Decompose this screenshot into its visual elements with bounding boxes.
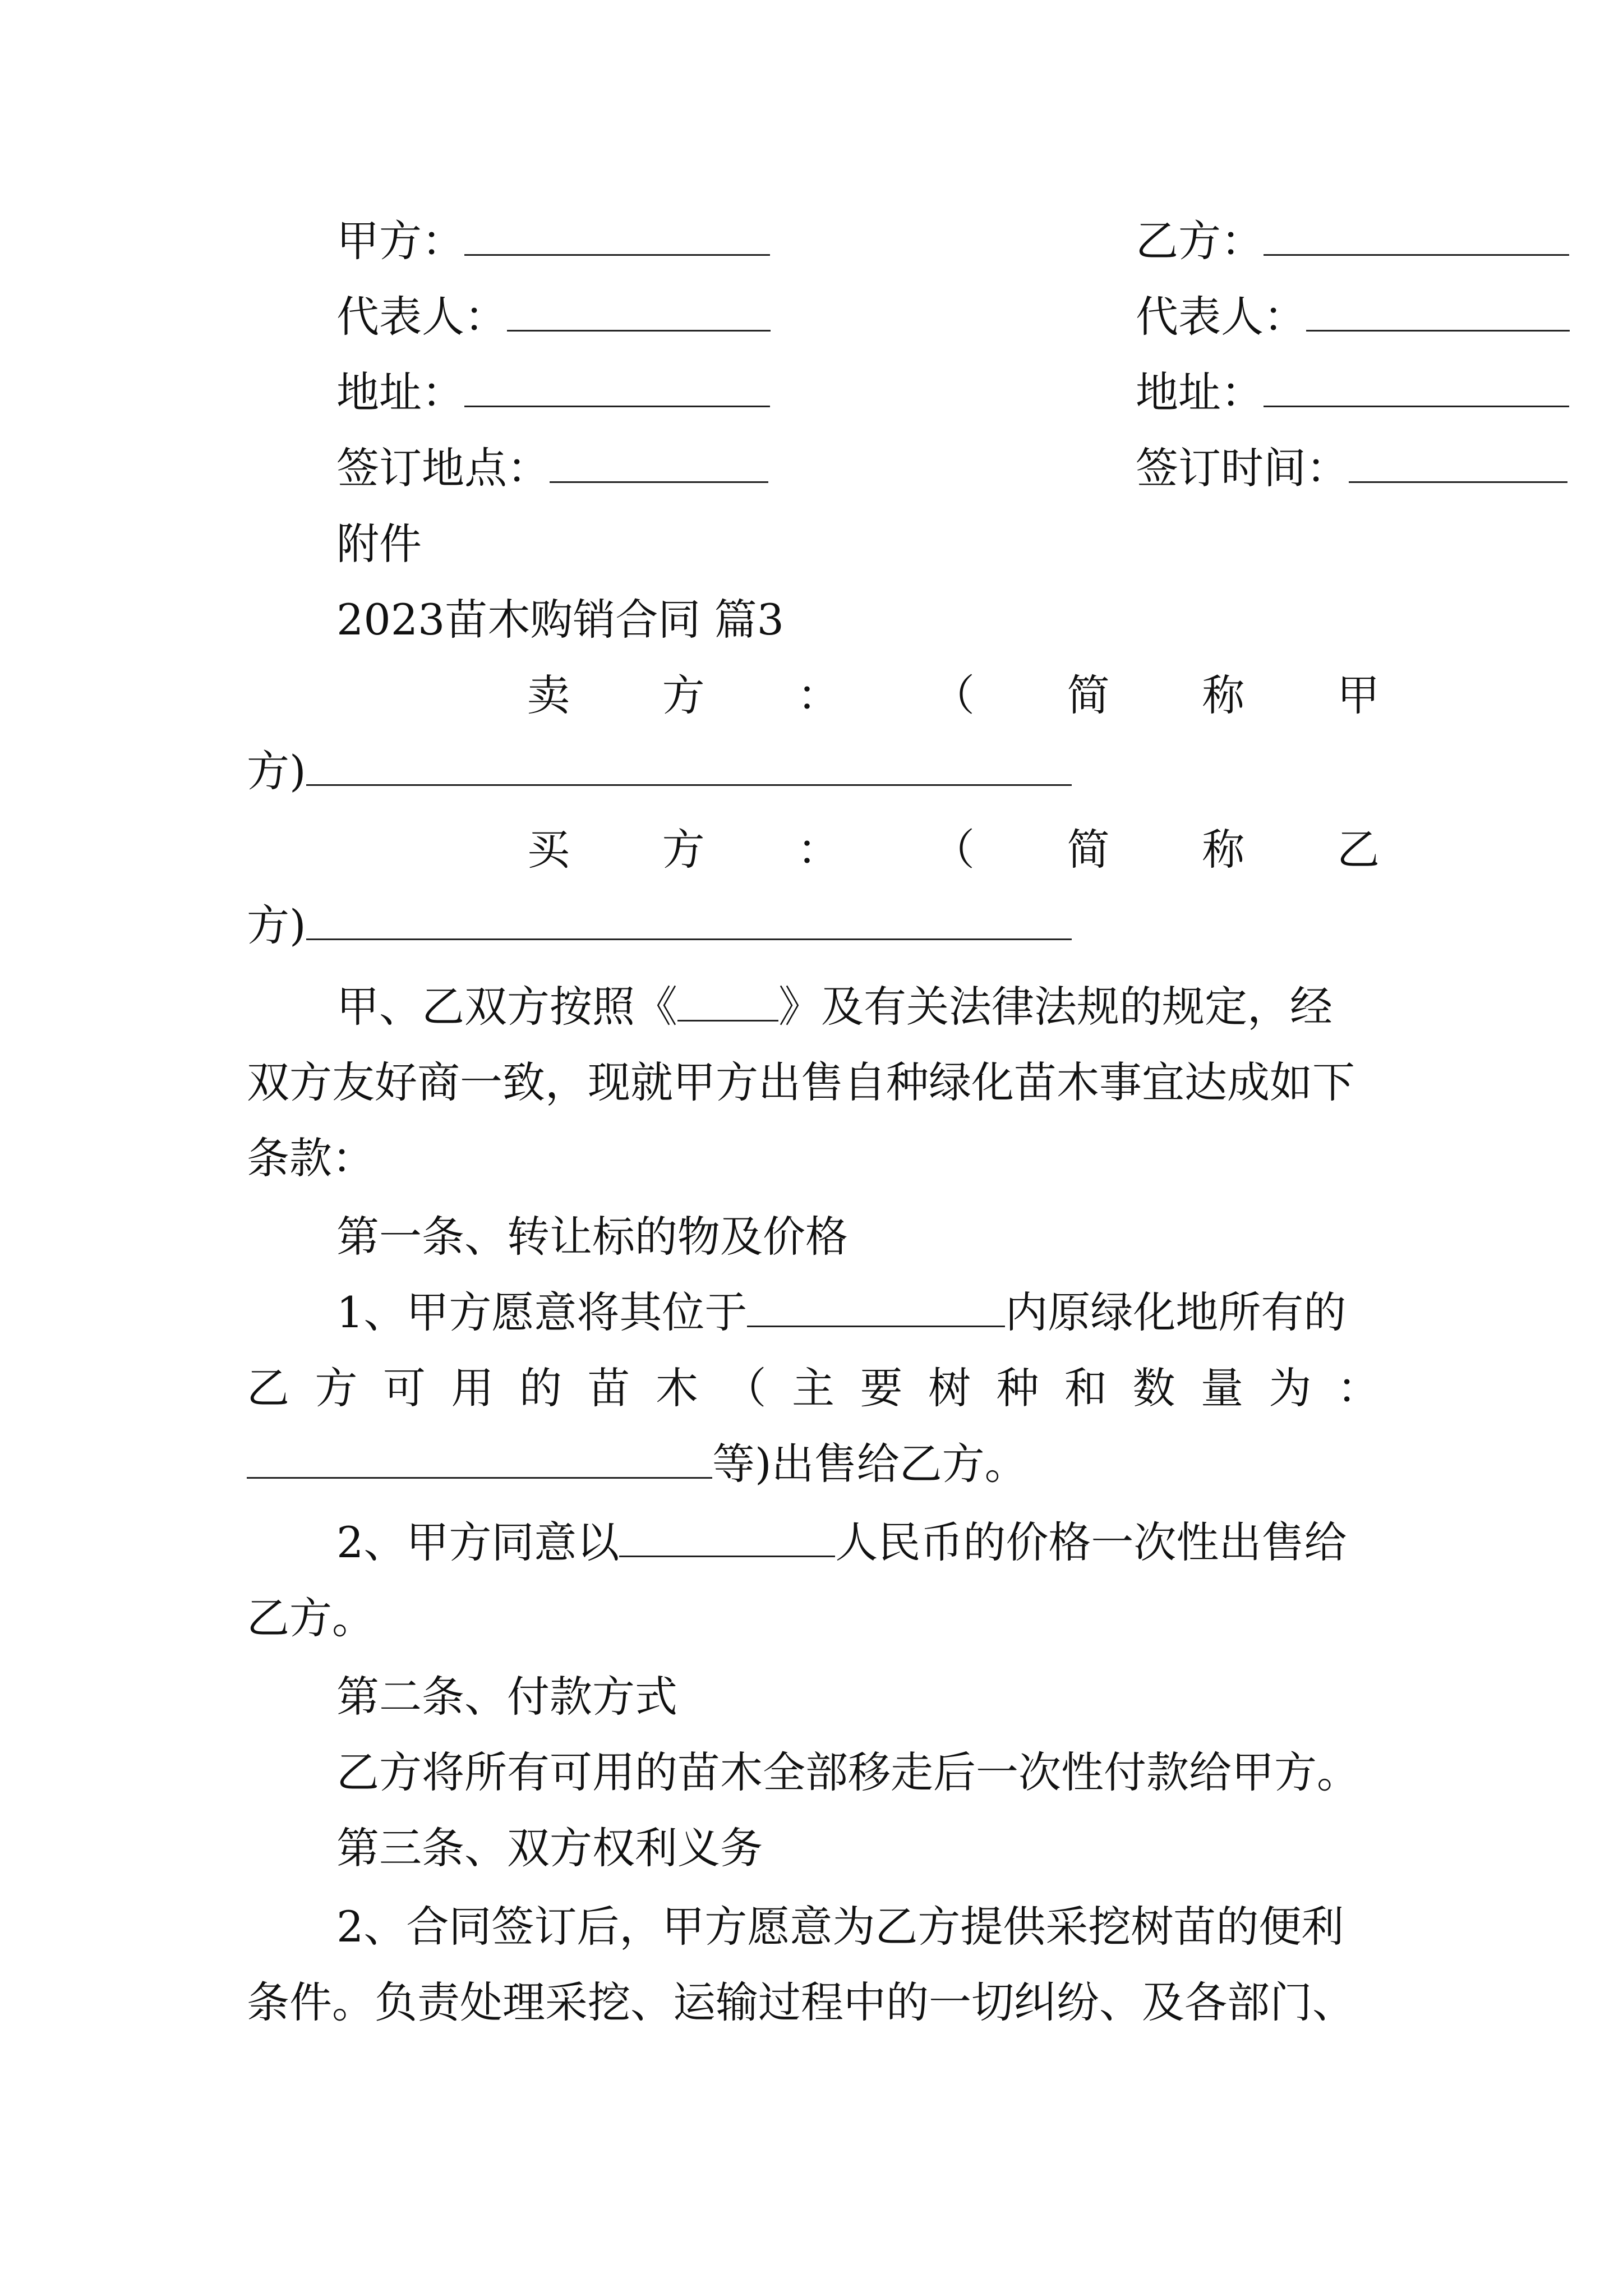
preamble-text-a: 甲、乙双方按照《 [336, 982, 677, 1032]
species-quantity-blank[interactable] [247, 1435, 712, 1479]
seller-char: 甲 [1336, 670, 1380, 720]
law-name-blank[interactable] [677, 978, 778, 1022]
article-1-item-1-spread [247, 1358, 1380, 1419]
sign-time-cell [1136, 438, 1567, 499]
section-heading: 2023苗木购销合同 篇3 [336, 595, 784, 645]
article-3-item-2-line-1: 2、合同签订后，甲方愿意为乙方提供采挖树苗的便利 [336, 1902, 1344, 1952]
buyer-char: 乙 [1336, 825, 1380, 875]
item-1-text-a: 1、甲方愿意将其位于 [336, 1287, 748, 1337]
spread-char: （ [723, 1363, 767, 1413]
seller-tail-line [247, 740, 1380, 802]
article-1-item-1 [336, 1282, 1380, 1343]
article-1-item-1-end [247, 1433, 1380, 1495]
address-a-label: 地址： [336, 367, 464, 417]
sign-time-label: 签订时间： [1136, 443, 1349, 493]
buyer-char: 买 [527, 825, 570, 875]
article-3-item-2-line-2: 条件。负责处理采挖、运输过程中的一切纠纷、及各部门、 [247, 1977, 1355, 2027]
buyer-tail-line [247, 895, 1380, 956]
spread-char: 苗 [587, 1363, 630, 1413]
spread-char: 的 [519, 1363, 562, 1413]
seller-char: 方 [662, 670, 705, 720]
party-row [336, 210, 1380, 272]
party-b-label: 乙方： [1136, 216, 1264, 266]
spread-char: 数 [1132, 1363, 1175, 1413]
address-b-cell [1136, 362, 1569, 424]
buyer-char: （ [932, 825, 975, 875]
article-2-body: 乙方将所有可用的苗木全部移走后一次性付款给甲方。 [336, 1747, 1359, 1797]
preamble-text-b: 》及有关法律法规的规定，经 [778, 982, 1332, 1032]
address-a-blank[interactable] [464, 364, 770, 407]
preamble-line-1 [336, 976, 1380, 1038]
spread-char: 种 [996, 1363, 1039, 1413]
seller-char: 简 [1067, 670, 1110, 720]
sign-place-label: 签订地点： [336, 443, 550, 493]
seller-tail: 方) [247, 746, 306, 796]
preamble-line-2: 双方友好商一致，现就甲方出售自种绿化苗木事宜达成如下 [247, 1057, 1355, 1107]
item-1-text-c: 等)出售给乙方。 [712, 1439, 1027, 1489]
attachment-label: 附件 [336, 519, 422, 569]
item-1-text-b: 内原绿化地所有的 [1005, 1287, 1347, 1337]
rep-b-label: 代表人： [1136, 292, 1306, 342]
spread-char: 要 [860, 1363, 903, 1413]
article-1-item-2 [336, 1512, 1380, 1573]
rep-row [336, 286, 1380, 348]
spread-char: 用 [451, 1363, 494, 1413]
buyer-line [527, 819, 1380, 881]
party-b-blank[interactable] [1264, 213, 1569, 256]
buyer-char: 方 [662, 825, 705, 875]
buyer-name-blank[interactable] [306, 897, 1072, 940]
rep-a-label: 代表人： [336, 292, 507, 342]
location-blank[interactable] [747, 1284, 1005, 1327]
seller-char: ： [797, 670, 840, 720]
seller-char: 称 [1202, 670, 1245, 720]
article-3-title: 第三条、双方权利义务 [336, 1823, 763, 1873]
article-1-item-2-end: 乙方。 [247, 1593, 375, 1643]
address-row [336, 362, 1380, 424]
seller-char: 卖 [527, 670, 570, 720]
seller-char: （ [932, 670, 975, 720]
buyer-char: 称 [1202, 825, 1245, 875]
buyer-tail: 方) [247, 900, 306, 950]
sign-row [336, 438, 1380, 499]
article-2-title: 第二条、付款方式 [336, 1672, 677, 1722]
spread-char: 可 [383, 1363, 426, 1413]
price-blank[interactable] [619, 1514, 835, 1557]
spread-char: 量 [1201, 1363, 1243, 1413]
spread-char: 树 [928, 1363, 971, 1413]
spread-char: 为 [1269, 1363, 1312, 1413]
seller-line [527, 665, 1380, 726]
spread-char: 乙 [247, 1363, 289, 1413]
address-b-blank[interactable] [1264, 364, 1569, 407]
item-2-text-b: 人民币的价格一次性出售给 [835, 1517, 1347, 1567]
buyer-char: 简 [1067, 825, 1110, 875]
party-b-cell [1136, 210, 1569, 272]
article-1-title: 第一条、转让标的物及价格 [336, 1212, 848, 1262]
sign-place-blank[interactable] [550, 440, 768, 483]
spread-char: 和 [1064, 1363, 1107, 1413]
preamble-line-3: 条款： [247, 1133, 375, 1183]
spread-char: 方 [315, 1363, 358, 1413]
party-a-label: 甲方： [336, 216, 464, 266]
rep-b-blank[interactable] [1306, 288, 1570, 332]
seller-name-blank[interactable] [306, 743, 1072, 786]
address-b-label: 地址： [1136, 367, 1264, 417]
buyer-char: ： [797, 825, 840, 875]
spread-char: 主 [792, 1363, 834, 1413]
spread-char: 木 [656, 1363, 698, 1413]
spread-char: ： [1337, 1363, 1380, 1413]
sign-time-blank[interactable] [1349, 440, 1567, 483]
rep-a-blank[interactable] [507, 288, 771, 332]
rep-b-cell [1136, 286, 1570, 348]
party-a-blank[interactable] [464, 213, 770, 256]
item-2-text-a: 2、甲方同意以 [336, 1517, 620, 1567]
